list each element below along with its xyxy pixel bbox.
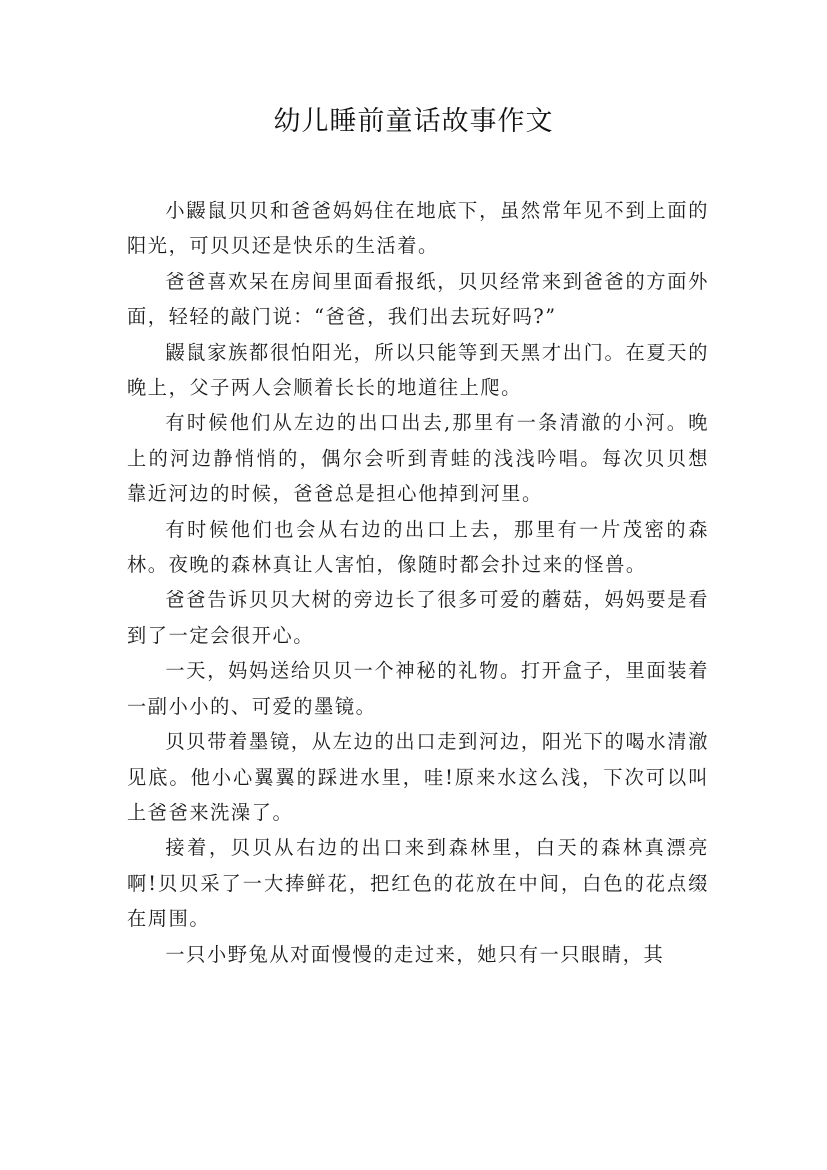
- paragraph: 一天，妈妈送给贝贝一个神秘的礼物。打开盒子，里面装着一副小小的、可爱的墨镜。: [127, 659, 709, 718]
- paragraph: 有时候他们从左边的出口出去,那里有一条清澈的小河。晚上的河边静悄悄的，偶尔会听到青蛙的浅浅吟唱。每次贝贝想靠近河边的时候，爸爸总是担心他掉到河里。: [127, 411, 709, 506]
- paragraph: 有时候他们也会从右边的出口上去，那里有一片茂密的森林。夜晚的森林真让人害怕，像随时都会扑过来的怪兽。: [127, 517, 709, 577]
- paragraph: 一只小野兔从对面慢慢的走过来，她只有一只眼睛，其: [165, 942, 665, 966]
- paragraph: 小鼹鼠贝贝和爸爸妈妈住在地底下，虽然常年见不到上面的阳光，可贝贝还是快乐的生活着。: [127, 199, 709, 258]
- paragraph: 接着，贝贝从右边的出口来到森林里，白天的森林真漂亮啊!贝贝采了一大捧鲜花，把红色的花放在中间，白色的花点缀在周围。: [127, 836, 709, 931]
- paragraph: 贝贝带着墨镜，从左边的出口走到河边，阳光下的喝水清澈见底。他小心翼翼的踩进水里，哇!原来水这么浅，下次可以叫上爸爸来洗澡了。: [127, 730, 709, 824]
- paragraph: 爸爸喜欢呆在房间里面看报纸，贝贝经常来到爸爸的方面外面，轻轻的敲门说：“爸爸，我们出去玩好吗?”: [127, 269, 709, 329]
- document-title: 幼儿睡前童话故事作文: [273, 106, 554, 137]
- document-body: [127, 193, 709, 972]
- paragraph: 鼹鼠家族都很怕阳光，所以只能等到天黑才出门。在夏天的晚上，父子两人会顺着长长的地道往上爬。: [127, 340, 709, 400]
- paragraph: 爸爸告诉贝贝大树的旁边长了很多可爱的蘑菇，妈妈要是看到了一定会很开心。: [127, 588, 709, 647]
